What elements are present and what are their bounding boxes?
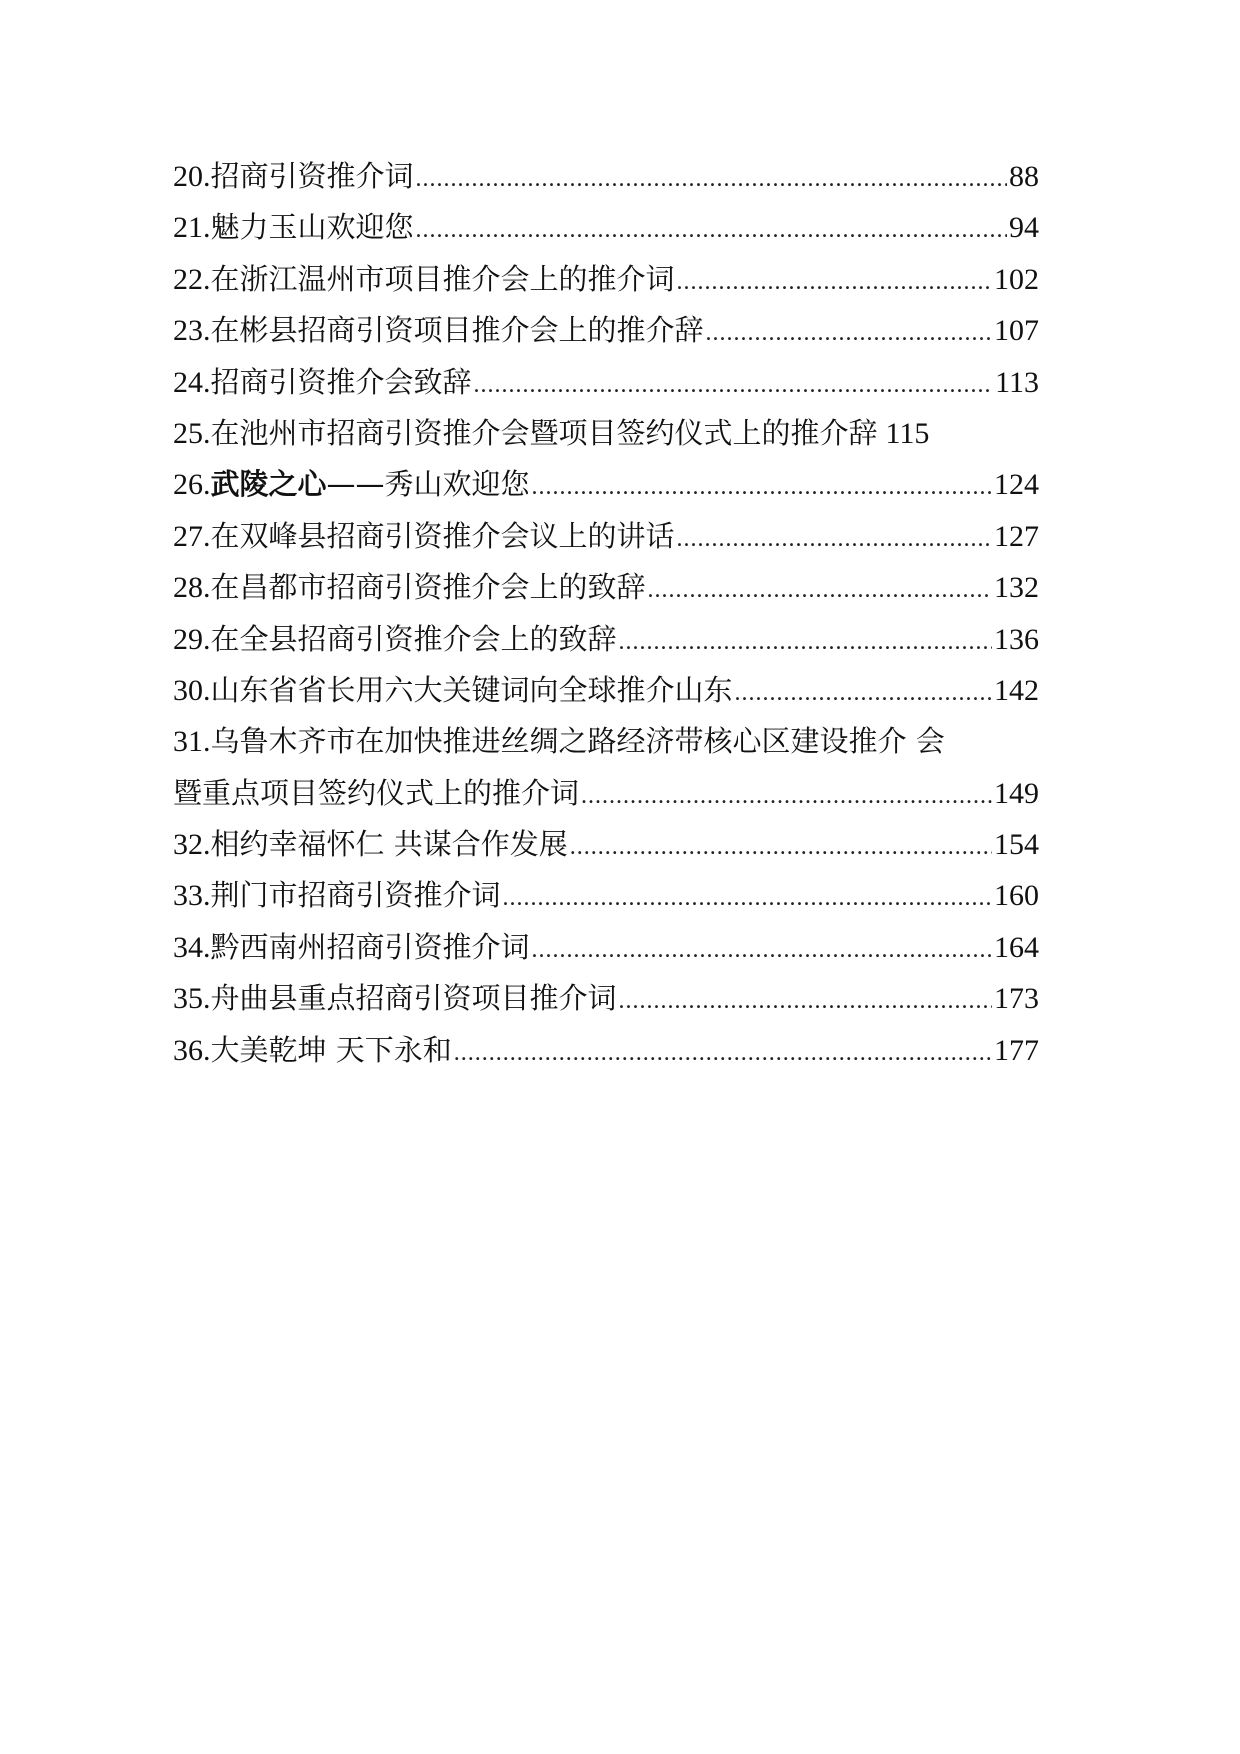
toc-page-number: 113 (995, 365, 1039, 399)
toc-entry-31-line1[interactable] (173, 716, 1093, 767)
toc-leader-dots (706, 308, 992, 359)
toc-entry-31-line2[interactable] (173, 768, 1039, 819)
toc-entry-22[interactable] (173, 254, 1039, 305)
toc-entry-27[interactable] (173, 511, 1039, 562)
toc-page-number: 124 (994, 468, 1039, 502)
toc-entry-title: 24.招商引资推介会致辞 (173, 364, 472, 399)
toc-entry-title: 28.在昌都市招商引资推介会上的致辞 (173, 570, 646, 605)
toc-leader-dots (677, 514, 992, 565)
toc-entry-title: 26.武陵之心——秀山欢迎您 (173, 467, 530, 502)
toc-page-number: 136 (994, 622, 1039, 656)
toc-entry-title: 32.相约幸福怀仁 共谋合作发展 (173, 827, 568, 862)
toc-entry-20[interactable] (173, 151, 1039, 202)
toc-entry-title: 23.在彬县招商引资项目推介会上的推介辞 (173, 313, 704, 348)
toc-leader-dots (454, 1028, 992, 1079)
toc-leader-dots (677, 257, 992, 308)
toc-entry-36[interactable] (173, 1025, 1039, 1076)
toc-entry-title: 30.山东省省长用六大关键词向全球推介山东 (173, 672, 733, 707)
toc-entry-21[interactable] (173, 202, 1039, 253)
toc-leader-dots (532, 925, 992, 976)
toc-page-number: 88 (1009, 160, 1039, 193)
toc-entry-29[interactable] (173, 614, 1039, 665)
toc-entry-34[interactable] (173, 922, 1039, 973)
toc-entry-28[interactable] (173, 562, 1039, 613)
toc-page-number: 102 (994, 262, 1039, 296)
toc-entry-23[interactable] (173, 305, 1039, 356)
toc-leader-dots (619, 976, 992, 1027)
toc-entry-24[interactable] (173, 357, 1039, 408)
toc-leader-dots (474, 360, 994, 411)
toc-page-number: 142 (994, 673, 1039, 707)
toc-entry-33[interactable] (173, 870, 1039, 921)
toc-page-number: 164 (994, 930, 1039, 964)
toc-leader-dots (416, 205, 1007, 256)
toc-entry-title: 27.在双峰县招商引资推介会议上的讲话 (173, 518, 675, 553)
toc-entry-title: 29.在全县招商引资推介会上的致辞 (173, 621, 617, 656)
toc-page-number: 160 (994, 879, 1039, 913)
toc-entry-title: 20.招商引资推介词 (173, 159, 414, 193)
toc-page-number: 149 (994, 776, 1039, 810)
toc-page-number: 154 (994, 828, 1039, 862)
toc-entry-title: 34.黔西南州招商引资推介词 (173, 929, 530, 964)
toc-page-number: 107 (994, 314, 1039, 348)
toc-entry-title: 21.魅力玉山欢迎您 (173, 210, 414, 245)
toc-entry-title-continued: 暨重点项目签约仪式上的推介词 (173, 775, 580, 810)
toc-entry-32[interactable] (173, 819, 1039, 870)
toc-page-number: 115 (885, 416, 930, 450)
toc-leader-dots (648, 565, 992, 616)
toc-entry-title: 33.荆门市招商引资推介词 (173, 878, 501, 913)
toc-leader-dots (532, 462, 992, 513)
toc-leader-dots (619, 617, 992, 668)
toc-leader-dots (503, 873, 992, 924)
toc-page-number: 173 (994, 982, 1039, 1016)
toc-entry-title: 25.在池州市招商引资推介会暨项目签约仪式上的推介辞 (173, 415, 878, 450)
toc-entry-title: 35.舟曲县重点招商引资项目推介词 (173, 981, 617, 1016)
toc-entry-25[interactable] (173, 408, 1039, 459)
toc-page-number: 94 (1009, 211, 1039, 245)
toc-entry-title: 36.大美乾坤 天下永和 (173, 1032, 452, 1067)
toc-entry-title: 31.乌鲁木齐市在加快推进丝绸之路经济带核心区建设推介 会 (173, 724, 945, 759)
table-of-contents (173, 151, 1073, 1076)
toc-page-number: 132 (994, 571, 1039, 605)
toc-leader-dots (416, 154, 1007, 205)
toc-leader-dots (735, 668, 992, 719)
toc-leader-dots (581, 771, 992, 822)
toc-entry-30[interactable] (173, 665, 1039, 716)
toc-entry-title: 22.在浙江温州市项目推介会上的推介词 (173, 261, 675, 296)
toc-entry-35[interactable] (173, 973, 1039, 1024)
toc-page-number: 177 (994, 1033, 1039, 1067)
toc-leader-dots (570, 822, 992, 873)
toc-page-number: 127 (994, 519, 1039, 553)
toc-entry-26[interactable] (173, 459, 1039, 510)
